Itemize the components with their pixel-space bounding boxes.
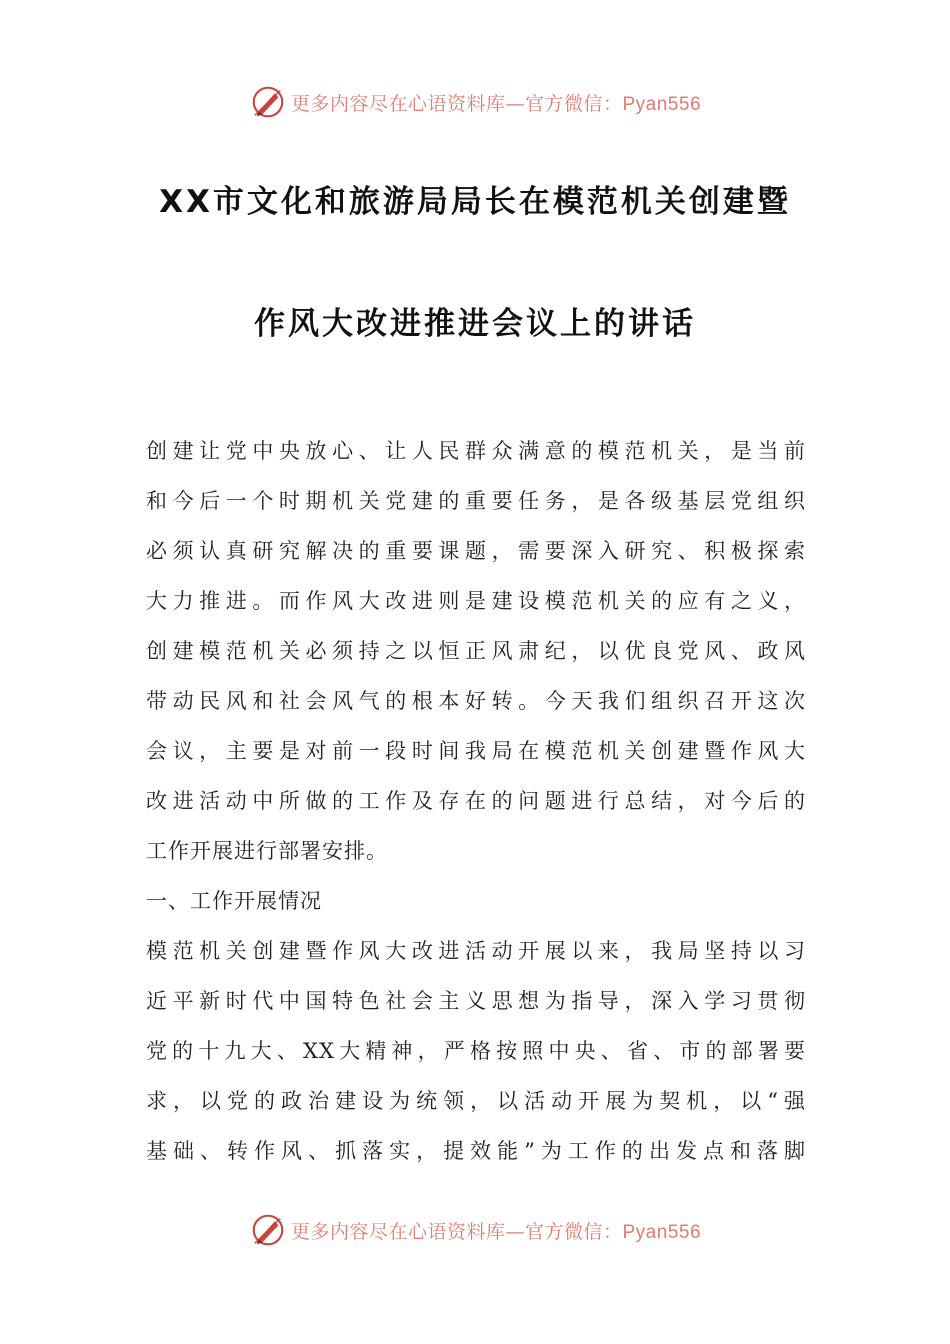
body-line: 基础、转作风、抓落实，提效能”为工作的出发点和落脚 bbox=[146, 1139, 806, 1163]
watermark-text: 更多内容尽在心语资料库 bbox=[290, 1220, 506, 1243]
body-line: 模范机关创建暨作风大改进活动开展以来，我局坚持以习 bbox=[146, 939, 806, 963]
body-line: 大力推进。而作风大改进则是建设模范机关的应有之义， bbox=[146, 589, 806, 613]
watermark-dash: — bbox=[505, 92, 525, 115]
body-line: 会议，主要是对前一段时间我局在模范机关创建暨作风大 bbox=[146, 739, 806, 763]
body-line: 工作开展进行部署安排。 bbox=[146, 839, 388, 863]
watermark-text: 更多内容尽在心语资料库 bbox=[290, 92, 506, 115]
body-line: 带动民风和社会风气的根本好转。今天我们组织召开这次 bbox=[146, 689, 806, 713]
pen-logo-icon bbox=[249, 83, 287, 121]
watermark-banner-bottom bbox=[0, 1210, 950, 1250]
watermark-dash: — bbox=[505, 1220, 525, 1243]
watermark-wechat-id: Pyan556 bbox=[622, 93, 702, 115]
document-title-line-1: XX市文化和旅游局局长在模范机关创建暨 bbox=[159, 184, 791, 220]
section-heading: 一、工作开展情况 bbox=[146, 889, 322, 913]
body-line: 近平新时代中国特色社会主义思想为指导，深入学习贯彻 bbox=[146, 989, 806, 1013]
body-line: 党的十九大、XX大精神，严格按照中央、省、市的部署要 bbox=[146, 1039, 806, 1063]
document-title-line-2: 作风大改进推进会议上的讲话 bbox=[254, 306, 696, 342]
pen-logo-icon bbox=[249, 1211, 287, 1249]
body-line: 求，以党的政治建设为统领，以活动开展为契机，以“强 bbox=[146, 1089, 806, 1113]
document-body bbox=[146, 426, 806, 1176]
body-line: 和今后一个时期机关党建的重要任务，是各级基层党组织 bbox=[146, 489, 806, 513]
watermark-label: 官方微信： bbox=[524, 1220, 623, 1243]
body-line: 必须认真研究解决的重要课题，需要深入研究、积极探索 bbox=[146, 539, 806, 563]
body-line: 创建让党中央放心、让人民群众满意的模范机关，是当前 bbox=[146, 439, 806, 463]
watermark-label: 官方微信： bbox=[524, 92, 623, 115]
watermark-wechat-id: Pyan556 bbox=[622, 1221, 702, 1243]
body-line: 改进活动中所做的工作及存在的问题进行总结，对今后的 bbox=[146, 789, 806, 813]
watermark-banner-top bbox=[0, 82, 950, 122]
body-line: 创建模范机关必须持之以恒正风肃纪，以优良党风、政风 bbox=[146, 639, 806, 663]
